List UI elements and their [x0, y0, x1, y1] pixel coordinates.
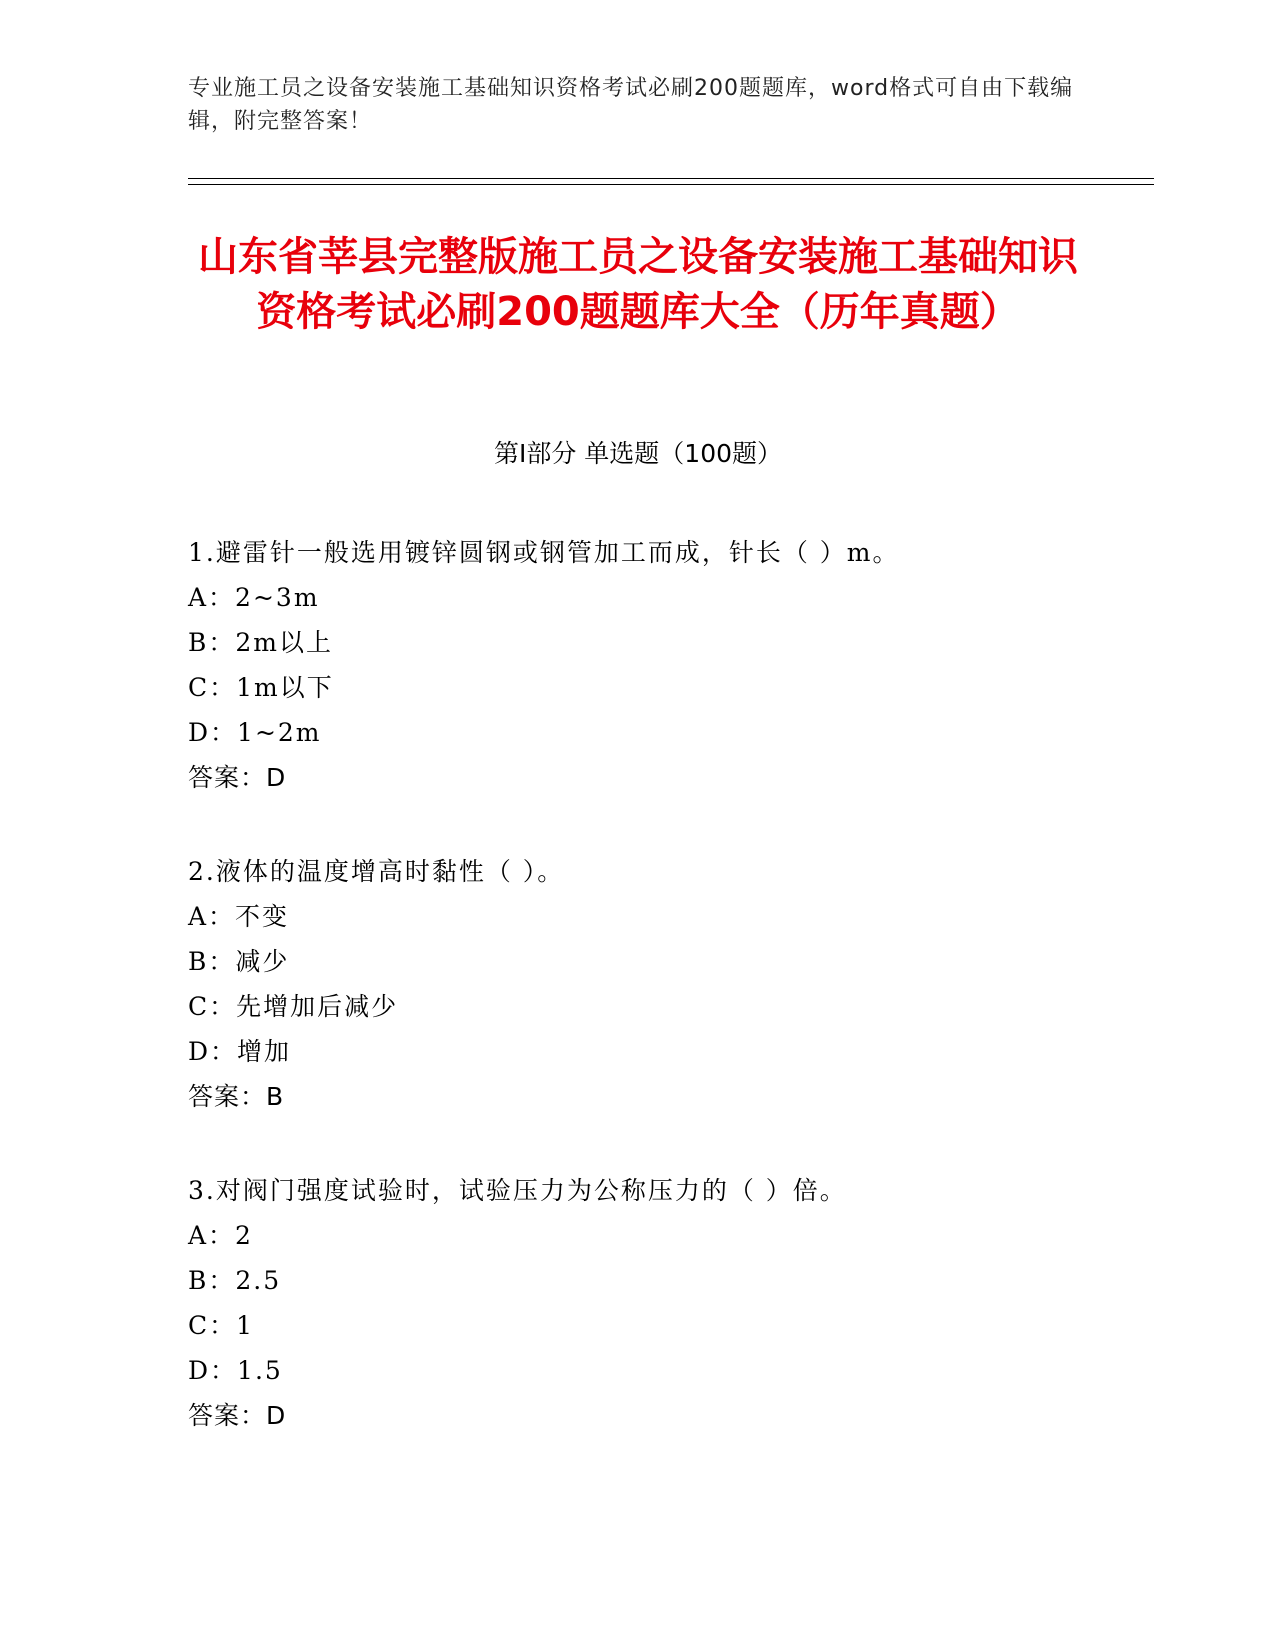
question-text: 3.对阀门强度试验时，试验压力为公称压力的（ ）倍。	[188, 1176, 847, 1205]
option-b: B：减少	[188, 947, 290, 976]
question-text: 1.避雷针一般选用镀锌圆钢或钢管加工而成，针长（ ）m。	[188, 538, 900, 567]
option-d: D：增加	[188, 1037, 292, 1066]
header-divider-top	[188, 178, 1154, 179]
header-note: 专业施工员之设备安装施工基础知识资格考试必刷200题题库，word格式可自由下载编辑，附完整答案！	[188, 76, 1074, 134]
option-b: B：2m以上	[188, 628, 333, 657]
option-b: B：2.5	[188, 1266, 282, 1295]
option-d: D：1.5	[188, 1356, 283, 1385]
option-d: D：1~2m	[188, 718, 322, 747]
answer-text: 答案：B	[188, 1082, 285, 1111]
answer-text: 答案：D	[188, 763, 287, 792]
option-a: A：不变	[188, 902, 290, 931]
answer-text: 答案：D	[188, 1401, 287, 1430]
option-a: A：2	[188, 1221, 253, 1250]
document-title: 山东省莘县完整版施工员之设备安装施工基础知识资格考试必刷200题题库大全（历年真题）	[198, 234, 1078, 335]
question-block	[188, 849, 1108, 1119]
option-c: C：先增加后减少	[188, 992, 399, 1021]
section-heading: 第I部分 单选题（100题）	[493, 439, 783, 468]
question-block	[188, 1168, 1108, 1438]
option-c: C：1	[188, 1311, 255, 1340]
question-text: 2.液体的温度增高时黏性（ ）。	[188, 857, 565, 886]
header-divider-bottom	[188, 184, 1154, 185]
question-block	[188, 530, 1108, 800]
option-a: A：2~3m	[188, 583, 320, 612]
option-c: C：1m以下	[188, 673, 334, 702]
